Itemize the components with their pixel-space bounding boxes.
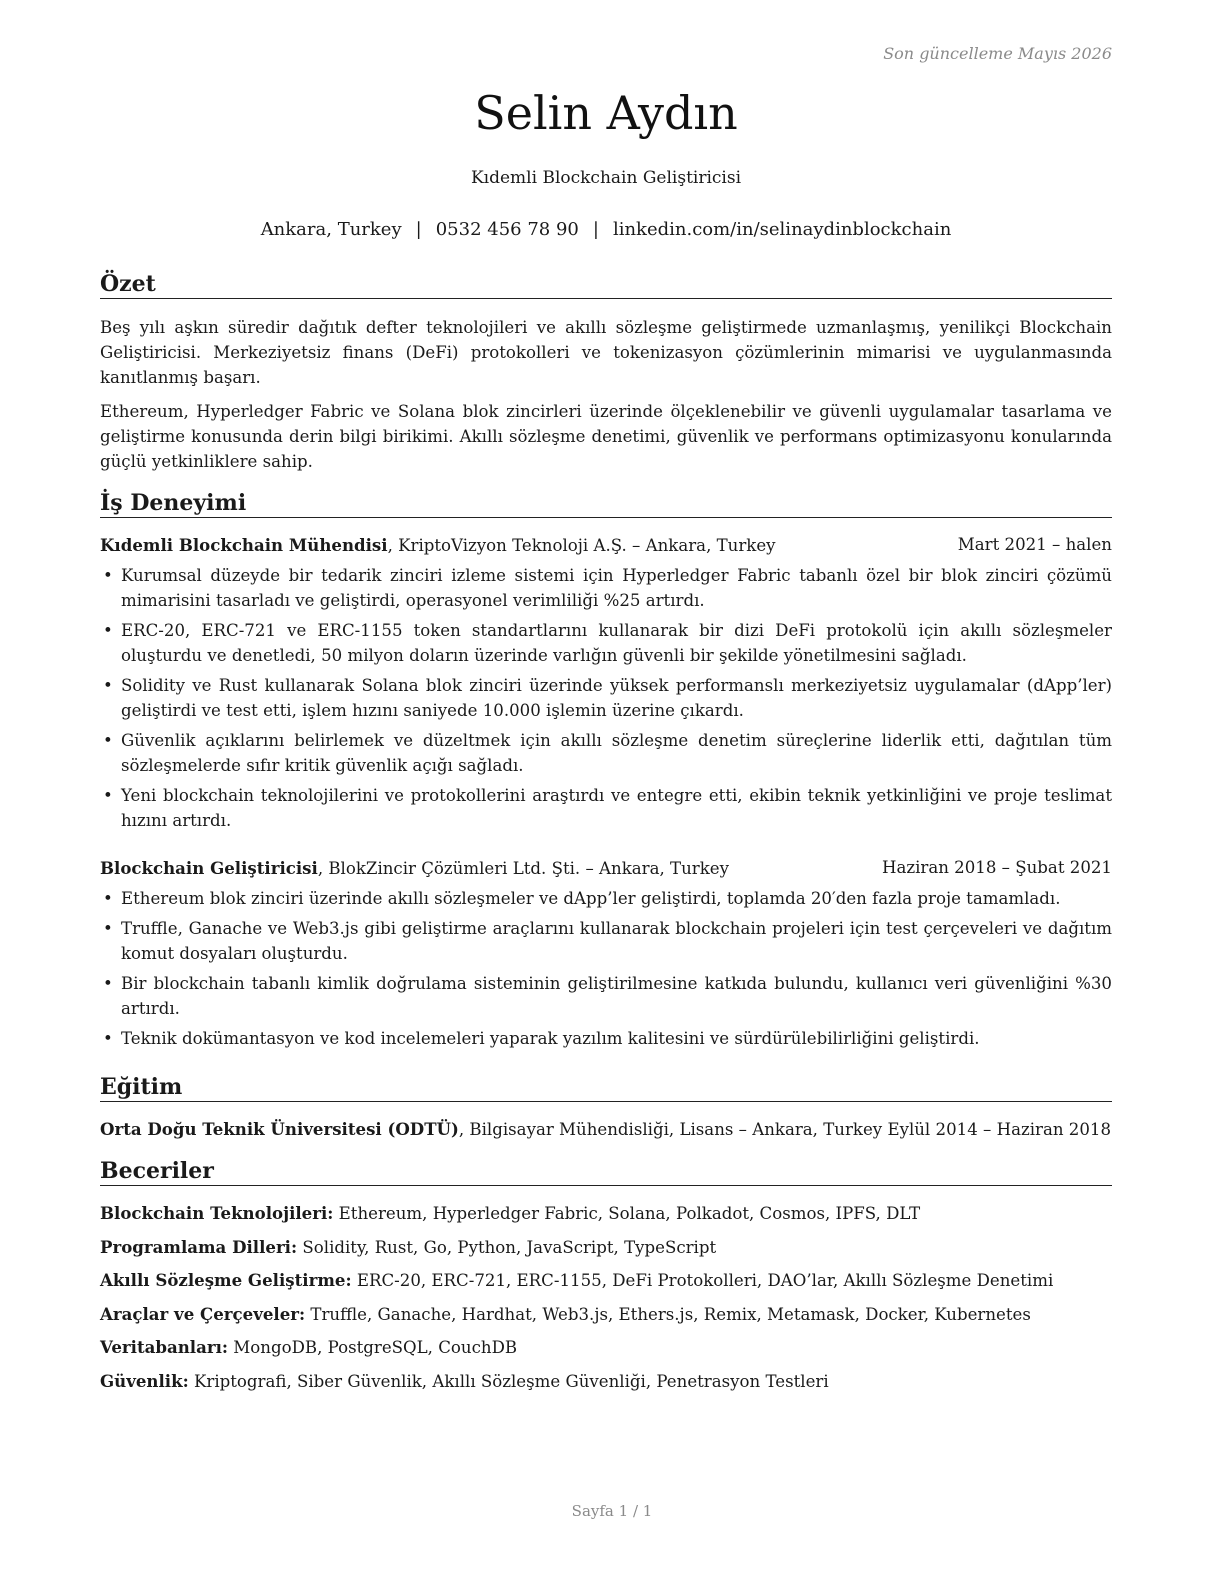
bullet-marker: • bbox=[103, 621, 113, 640]
skills-list bbox=[100, 1201, 1112, 1402]
bullet-marker: • bbox=[103, 919, 113, 938]
section-heading-experience: İş Deneyimi bbox=[100, 489, 1112, 518]
section-heading-skills: Beceriler bbox=[100, 1157, 1112, 1186]
list-item: • Ethereum blok zinciri üzerinde akıllı sözleşmeler ve dApp’ler geliştirdi, toplamda 20′den fazla proje tamamladı. bbox=[100, 886, 1112, 911]
contact-separator: | bbox=[592, 219, 599, 240]
skill-row bbox=[100, 1235, 1112, 1269]
job-dates: Haziran 2018 – Şubat 2021 bbox=[881, 858, 1112, 877]
bullet-marker: • bbox=[103, 1029, 113, 1048]
skill-row bbox=[100, 1302, 1112, 1336]
skill-row bbox=[100, 1369, 1112, 1403]
job-role: Blockchain Geliştiricisi bbox=[100, 858, 318, 878]
skill-row bbox=[100, 1201, 1112, 1235]
skill-category: Araçlar ve Çerçeveler: bbox=[100, 1303, 306, 1324]
job-company: , KriptoVizyon Teknoloji A.Ş. – Ankara, Turkey bbox=[387, 536, 776, 555]
contact-linkedin-link[interactable]: linkedin.com/in/selinaydinblockchain bbox=[612, 219, 952, 240]
job-header bbox=[100, 533, 1112, 558]
candidate-name: Selin Aydın bbox=[474, 86, 738, 140]
contact-line bbox=[100, 219, 1112, 240]
skill-category: Veritabanları: bbox=[100, 1337, 229, 1357]
list-item: • Solidity ve Rust kullanarak Solana blok zinciri üzerinde yüksek performanslı merkeziyetsiz uygulamalar (dApp’ler) geliştirdi ve test etti, işlem hızını saniyede 10.000 işlemin üzerine çıkardı. bbox=[100, 673, 1112, 723]
section-heading-summary: Özet bbox=[100, 270, 1112, 299]
job-role: Kıdemli Blockchain Mühendisi bbox=[100, 535, 388, 555]
list-item: • Yeni blockchain teknolojilerini ve protokollerini araştırdı ve entegre etti, ekibin teknik yetkinliğini ve proje teslimat hızını artırdı. bbox=[100, 783, 1112, 833]
skill-values: Solidity, Rust, Go, Python, JavaScript, TypeScript bbox=[297, 1237, 717, 1257]
job-header bbox=[100, 856, 1112, 881]
list-item: • Truffle, Ganache ve Web3.js gibi geliştirme araçlarını kullanarak blockchain projeleri için test çerçeveleri ve dağıtım komut dosyaları oluşturdu. bbox=[100, 916, 1112, 966]
bullet-marker: • bbox=[103, 676, 113, 695]
skill-category: Güvenlik: bbox=[100, 1370, 189, 1391]
contact-location: Ankara, Turkey bbox=[260, 219, 402, 240]
bullet-marker: • bbox=[103, 889, 113, 908]
bullet-marker: • bbox=[103, 786, 113, 805]
education-details: , Bilgisayar Mühendisliği, Lisans – Ankara, Turkey bbox=[458, 1120, 883, 1139]
summary-paragraph: Beş yılı aşkın süredir dağıtık defter teknolojileri ve akıllı sözleşme geliştirmede uzmanlaşmış, yenilikçi Blockchain Geliştiricisi. Merkeziyetsiz finans (DeFi) protokolleri ve tokenizasyon çözümlerinin mimarisi ve uygulanmasında kanıtlanmış başarı. bbox=[100, 318, 1112, 387]
bullet-marker: • bbox=[103, 731, 113, 750]
skill-row bbox=[100, 1268, 1112, 1302]
skill-category: Blockchain Teknolojileri: bbox=[100, 1203, 334, 1223]
skill-category: Programlama Dilleri: bbox=[100, 1236, 298, 1257]
job-dates: Mart 2021 – halen bbox=[957, 535, 1112, 554]
skill-category: Akıllı Sözleşme Geliştirme: bbox=[100, 1270, 352, 1290]
job-bullet-list bbox=[100, 886, 1112, 1056]
skill-values: Ethereum, Hyperledger Fabric, Solana, Polkadot, Cosmos, IPFS, DLT bbox=[333, 1204, 921, 1223]
job-company: , BlokZincir Çözümleri Ltd. Şti. – Ankara, Turkey bbox=[317, 859, 729, 878]
education-school: Orta Doğu Teknik Üniversitesi (ODTÜ) bbox=[100, 1119, 459, 1139]
list-item: • Teknik dokümantasyon ve kod incelemeleri yaparak yazılım kalitesini ve sürdürülebilirliğini geliştirdi. bbox=[100, 1026, 1112, 1051]
education-entry bbox=[100, 1117, 1112, 1142]
list-item: • Güvenlik açıklarını belirlemek ve düzeltmek için akıllı sözleşme denetim süreçlerine liderlik etti, dağıtılan tüm sözleşmelerde sıfır kritik güvenlik açığı sağladı. bbox=[100, 728, 1112, 778]
summary-paragraph: Ethereum, Hyperledger Fabric ve Solana blok zincirleri üzerinde ölçeklenebilir ve güvenli uygulamalar tasarlama ve geliştirme konusunda derin bilgi birikimi. Akıllı sözleşme denetimi, güvenlik ve performans optimizasyonu konularında güçlü yetkinliklere sahip. bbox=[100, 402, 1112, 471]
list-item: • Kurumsal düzeyde bir tedarik zinciri izleme sistemi için Hyperledger Fabric tabanlı özel bir blok zinciri çözümü mimarisini tasarladı ve geliştirdi, operasyonel verimliliği %25 artırdı. bbox=[100, 563, 1112, 613]
skill-values: ERC-20, ERC-721, ERC-1155, DeFi Protokolleri, DAO’lar, Akıllı Sözleşme Denetimi bbox=[351, 1271, 1054, 1290]
page-number: Sayfa 1 / 1 bbox=[571, 1502, 653, 1520]
list-item: • ERC-20, ERC-721 ve ERC-1155 token standartlarını kullanarak bir dizi DeFi protokolü için akıllı sözleşmeler oluşturdu ve denetledi, 50 milyon doların üzerinde varlığın güvenli bir şekilde yönetilmesini sağladı. bbox=[100, 618, 1112, 668]
last-updated-note: Son güncelleme Mayıs 2026 bbox=[883, 44, 1112, 63]
skill-values: Kriptografi, Siber Güvenlik, Akıllı Sözleşme Güvenliği, Penetrasyon Testleri bbox=[188, 1371, 829, 1391]
skill-values: MongoDB, PostgreSQL, CouchDB bbox=[228, 1338, 518, 1357]
skill-values: Truffle, Ganache, Hardhat, Web3.js, Ethers.js, Remix, Metamask, Docker, Kubernetes bbox=[305, 1304, 1031, 1324]
bullet-marker: • bbox=[103, 974, 113, 993]
section-heading-education: Eğitim bbox=[100, 1073, 1112, 1102]
job-bullet-list bbox=[100, 563, 1112, 838]
candidate-title: Kıdemli Blockchain Geliştiricisi bbox=[470, 168, 742, 188]
list-item: • Bir blockchain tabanlı kimlik doğrulama sisteminin geliştirilmesine katkıda bulundu, kullanıcı veri güvenliğini %30 artırdı. bbox=[100, 971, 1112, 1021]
bullet-marker: • bbox=[103, 566, 113, 585]
education-dates: Eylül 2014 – Haziran 2018 bbox=[887, 1120, 1112, 1139]
contact-separator: | bbox=[415, 219, 422, 240]
contact-phone[interactable]: 0532 456 78 90 bbox=[435, 219, 579, 240]
skill-row bbox=[100, 1335, 1112, 1369]
